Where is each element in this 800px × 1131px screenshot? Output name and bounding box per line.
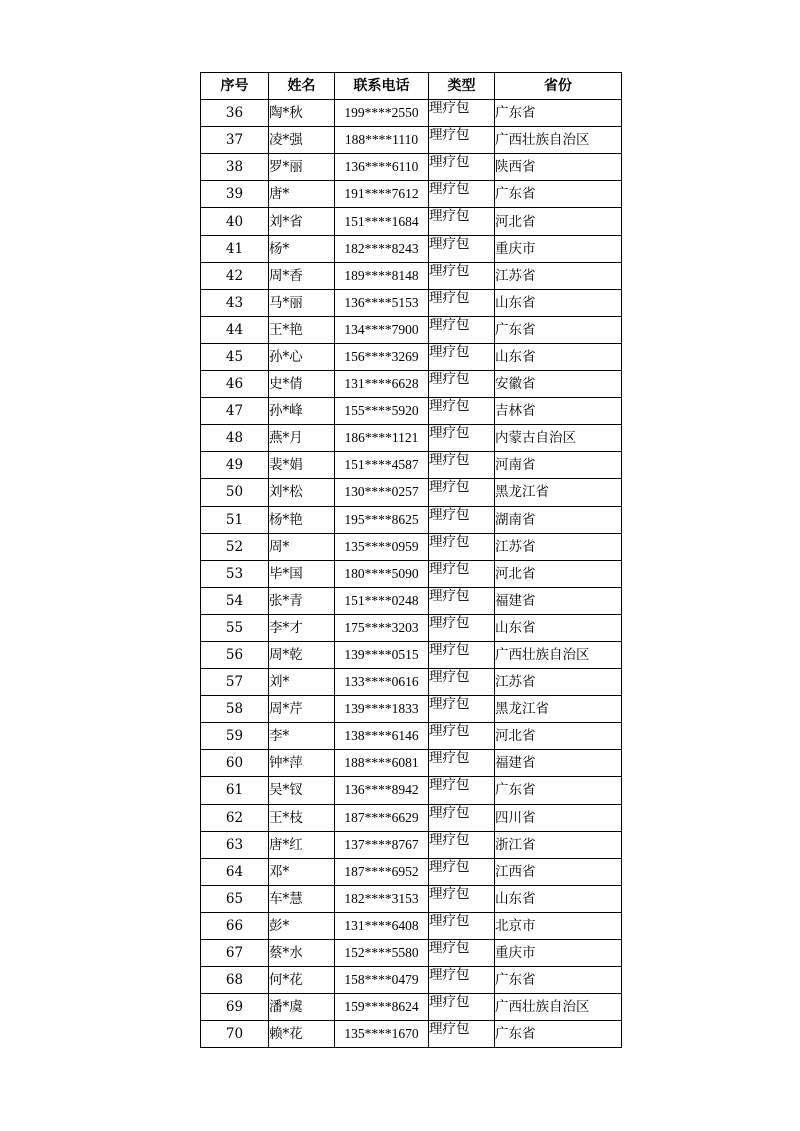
cell-name: 王*枝 [269, 804, 335, 831]
header-type: 类型 [429, 73, 495, 100]
cell-type: 理疗包 [429, 804, 495, 831]
table-header-row [201, 73, 622, 100]
cell-province: 陕西省 [495, 154, 622, 181]
cell-type: 理疗包 [429, 289, 495, 316]
table-row [201, 912, 622, 939]
cell-province: 广东省 [495, 967, 622, 994]
cell-type: 理疗包 [429, 750, 495, 777]
cell-seq: 48 [201, 425, 269, 452]
table-row [201, 750, 622, 777]
cell-province: 广东省 [495, 181, 622, 208]
cell-seq: 38 [201, 154, 269, 181]
cell-type: 理疗包 [429, 940, 495, 967]
cell-type: 理疗包 [429, 371, 495, 398]
cell-type: 理疗包 [429, 587, 495, 614]
cell-province: 黑龙江省 [495, 479, 622, 506]
cell-seq: 46 [201, 371, 269, 398]
cell-type: 理疗包 [429, 858, 495, 885]
cell-province: 山东省 [495, 289, 622, 316]
cell-type: 理疗包 [429, 100, 495, 127]
cell-province: 安徽省 [495, 371, 622, 398]
cell-type: 理疗包 [429, 425, 495, 452]
cell-seq: 39 [201, 181, 269, 208]
cell-name: 凌*强 [269, 127, 335, 154]
cell-name: 刘*省 [269, 208, 335, 235]
cell-phone: 152****5580 [335, 940, 429, 967]
table-row [201, 940, 622, 967]
cell-name: 唐*红 [269, 831, 335, 858]
cell-seq: 67 [201, 940, 269, 967]
cell-type: 理疗包 [429, 533, 495, 560]
cell-seq: 47 [201, 398, 269, 425]
table-row [201, 614, 622, 641]
cell-province: 江西省 [495, 858, 622, 885]
cell-seq: 44 [201, 316, 269, 343]
cell-type: 理疗包 [429, 181, 495, 208]
header-name: 姓名 [269, 73, 335, 100]
cell-type: 理疗包 [429, 398, 495, 425]
cell-seq: 58 [201, 696, 269, 723]
cell-province: 内蒙古自治区 [495, 425, 622, 452]
cell-phone: 175****3203 [335, 614, 429, 641]
cell-province: 黑龙江省 [495, 696, 622, 723]
cell-name: 李* [269, 723, 335, 750]
cell-name: 何*花 [269, 967, 335, 994]
cell-phone: 136****8942 [335, 777, 429, 804]
table-row [201, 235, 622, 262]
cell-type: 理疗包 [429, 452, 495, 479]
cell-province: 重庆市 [495, 235, 622, 262]
roster-table [200, 72, 622, 1048]
cell-name: 刘*松 [269, 479, 335, 506]
cell-name: 周*香 [269, 262, 335, 289]
table-row [201, 289, 622, 316]
cell-phone: 135****1670 [335, 1021, 429, 1048]
cell-name: 车*慧 [269, 885, 335, 912]
cell-name: 王*艳 [269, 316, 335, 343]
cell-name: 周* [269, 533, 335, 560]
cell-name: 潘*虞 [269, 994, 335, 1021]
table-row [201, 479, 622, 506]
cell-name: 陶*秋 [269, 100, 335, 127]
header-phone: 联系电话 [335, 73, 429, 100]
cell-seq: 59 [201, 723, 269, 750]
cell-province: 河北省 [495, 208, 622, 235]
cell-phone: 131****6408 [335, 912, 429, 939]
cell-name: 蔡*水 [269, 940, 335, 967]
cell-seq: 69 [201, 994, 269, 1021]
cell-province: 山东省 [495, 614, 622, 641]
cell-phone: 199****2550 [335, 100, 429, 127]
cell-seq: 37 [201, 127, 269, 154]
cell-seq: 51 [201, 506, 269, 533]
table-row [201, 777, 622, 804]
table-row [201, 560, 622, 587]
cell-phone: 186****1121 [335, 425, 429, 452]
cell-province: 广西壮族自治区 [495, 994, 622, 1021]
cell-name: 刘* [269, 669, 335, 696]
cell-phone: 180****5090 [335, 560, 429, 587]
cell-phone: 155****5920 [335, 398, 429, 425]
table-row [201, 262, 622, 289]
cell-seq: 54 [201, 587, 269, 614]
header-seq: 序号 [201, 73, 269, 100]
table-row [201, 371, 622, 398]
cell-province: 福建省 [495, 750, 622, 777]
cell-province: 广东省 [495, 1021, 622, 1048]
cell-type: 理疗包 [429, 723, 495, 750]
table-row [201, 804, 622, 831]
cell-seq: 53 [201, 560, 269, 587]
table-row [201, 858, 622, 885]
table-row [201, 885, 622, 912]
cell-seq: 61 [201, 777, 269, 804]
cell-name: 赖*花 [269, 1021, 335, 1048]
cell-phone: 139****1833 [335, 696, 429, 723]
cell-name: 周*乾 [269, 641, 335, 668]
cell-seq: 41 [201, 235, 269, 262]
table-row [201, 452, 622, 479]
table-row [201, 208, 622, 235]
cell-phone: 136****6110 [335, 154, 429, 181]
cell-name: 钟*萍 [269, 750, 335, 777]
cell-type: 理疗包 [429, 316, 495, 343]
cell-name: 杨* [269, 235, 335, 262]
cell-seq: 70 [201, 1021, 269, 1048]
cell-phone: 130****0257 [335, 479, 429, 506]
cell-phone: 188****1110 [335, 127, 429, 154]
table-row [201, 127, 622, 154]
cell-type: 理疗包 [429, 343, 495, 370]
cell-province: 湖南省 [495, 506, 622, 533]
cell-seq: 68 [201, 967, 269, 994]
cell-type: 理疗包 [429, 262, 495, 289]
cell-phone: 191****7612 [335, 181, 429, 208]
cell-phone: 158****0479 [335, 967, 429, 994]
cell-province: 广东省 [495, 100, 622, 127]
cell-type: 理疗包 [429, 506, 495, 533]
cell-name: 杨*艳 [269, 506, 335, 533]
table-row [201, 994, 622, 1021]
cell-phone: 131****6628 [335, 371, 429, 398]
cell-province: 重庆市 [495, 940, 622, 967]
cell-type: 理疗包 [429, 777, 495, 804]
table-row [201, 181, 622, 208]
cell-seq: 66 [201, 912, 269, 939]
cell-type: 理疗包 [429, 1021, 495, 1048]
cell-province: 浙江省 [495, 831, 622, 858]
cell-province: 福建省 [495, 587, 622, 614]
cell-name: 孙*峰 [269, 398, 335, 425]
cell-phone: 182****3153 [335, 885, 429, 912]
cell-phone: 135****0959 [335, 533, 429, 560]
cell-name: 李*才 [269, 614, 335, 641]
table-body [201, 100, 622, 1048]
cell-province: 河北省 [495, 560, 622, 587]
cell-name: 唐* [269, 181, 335, 208]
cell-name: 吴*钗 [269, 777, 335, 804]
cell-name: 马*丽 [269, 289, 335, 316]
cell-province: 江苏省 [495, 262, 622, 289]
cell-province: 广东省 [495, 777, 622, 804]
cell-phone: 136****5153 [335, 289, 429, 316]
table-row [201, 398, 622, 425]
cell-phone: 156****3269 [335, 343, 429, 370]
cell-phone: 188****6081 [335, 750, 429, 777]
cell-seq: 55 [201, 614, 269, 641]
cell-type: 理疗包 [429, 208, 495, 235]
cell-seq: 56 [201, 641, 269, 668]
cell-province: 山东省 [495, 343, 622, 370]
cell-seq: 52 [201, 533, 269, 560]
cell-type: 理疗包 [429, 641, 495, 668]
cell-phone: 151****4587 [335, 452, 429, 479]
cell-name: 邓* [269, 858, 335, 885]
cell-seq: 64 [201, 858, 269, 885]
table-row [201, 723, 622, 750]
cell-province: 北京市 [495, 912, 622, 939]
cell-province: 江苏省 [495, 669, 622, 696]
cell-province: 广西壮族自治区 [495, 127, 622, 154]
cell-province: 河北省 [495, 723, 622, 750]
cell-type: 理疗包 [429, 994, 495, 1021]
cell-province: 山东省 [495, 885, 622, 912]
cell-phone: 187****6629 [335, 804, 429, 831]
cell-name: 周*芹 [269, 696, 335, 723]
cell-seq: 45 [201, 343, 269, 370]
header-province: 省份 [495, 73, 622, 100]
cell-type: 理疗包 [429, 885, 495, 912]
cell-type: 理疗包 [429, 669, 495, 696]
cell-name: 燕*月 [269, 425, 335, 452]
table-row [201, 669, 622, 696]
cell-seq: 40 [201, 208, 269, 235]
cell-type: 理疗包 [429, 127, 495, 154]
cell-type: 理疗包 [429, 235, 495, 262]
cell-phone: 189****8148 [335, 262, 429, 289]
table-row [201, 425, 622, 452]
cell-name: 彭* [269, 912, 335, 939]
cell-seq: 36 [201, 100, 269, 127]
cell-seq: 50 [201, 479, 269, 506]
table-row [201, 967, 622, 994]
cell-province: 吉林省 [495, 398, 622, 425]
cell-seq: 63 [201, 831, 269, 858]
cell-seq: 42 [201, 262, 269, 289]
table-row [201, 316, 622, 343]
cell-phone: 159****8624 [335, 994, 429, 1021]
cell-type: 理疗包 [429, 912, 495, 939]
cell-phone: 151****1684 [335, 208, 429, 235]
cell-seq: 62 [201, 804, 269, 831]
cell-phone: 133****0616 [335, 669, 429, 696]
cell-type: 理疗包 [429, 614, 495, 641]
cell-seq: 60 [201, 750, 269, 777]
cell-phone: 195****8625 [335, 506, 429, 533]
cell-province: 广东省 [495, 316, 622, 343]
cell-phone: 139****0515 [335, 641, 429, 668]
table-row [201, 533, 622, 560]
table-row [201, 506, 622, 533]
cell-type: 理疗包 [429, 560, 495, 587]
table-row [201, 1021, 622, 1048]
cell-name: 罗*丽 [269, 154, 335, 181]
cell-province: 河南省 [495, 452, 622, 479]
table-row [201, 587, 622, 614]
cell-type: 理疗包 [429, 696, 495, 723]
cell-name: 毕*国 [269, 560, 335, 587]
cell-phone: 138****6146 [335, 723, 429, 750]
cell-phone: 134****7900 [335, 316, 429, 343]
cell-type: 理疗包 [429, 154, 495, 181]
cell-phone: 182****8243 [335, 235, 429, 262]
table-row [201, 641, 622, 668]
cell-type: 理疗包 [429, 831, 495, 858]
cell-type: 理疗包 [429, 967, 495, 994]
cell-province: 四川省 [495, 804, 622, 831]
cell-phone: 187****6952 [335, 858, 429, 885]
cell-phone: 151****0248 [335, 587, 429, 614]
table-row [201, 100, 622, 127]
table-row [201, 343, 622, 370]
cell-seq: 49 [201, 452, 269, 479]
table-row [201, 154, 622, 181]
cell-name: 孙*心 [269, 343, 335, 370]
cell-name: 裴*娟 [269, 452, 335, 479]
cell-seq: 57 [201, 669, 269, 696]
cell-province: 江苏省 [495, 533, 622, 560]
cell-province: 广西壮族自治区 [495, 641, 622, 668]
cell-phone: 137****8767 [335, 831, 429, 858]
cell-seq: 43 [201, 289, 269, 316]
table-row [201, 831, 622, 858]
cell-type: 理疗包 [429, 479, 495, 506]
cell-name: 张*青 [269, 587, 335, 614]
cell-name: 史*倩 [269, 371, 335, 398]
cell-seq: 65 [201, 885, 269, 912]
table-row [201, 696, 622, 723]
